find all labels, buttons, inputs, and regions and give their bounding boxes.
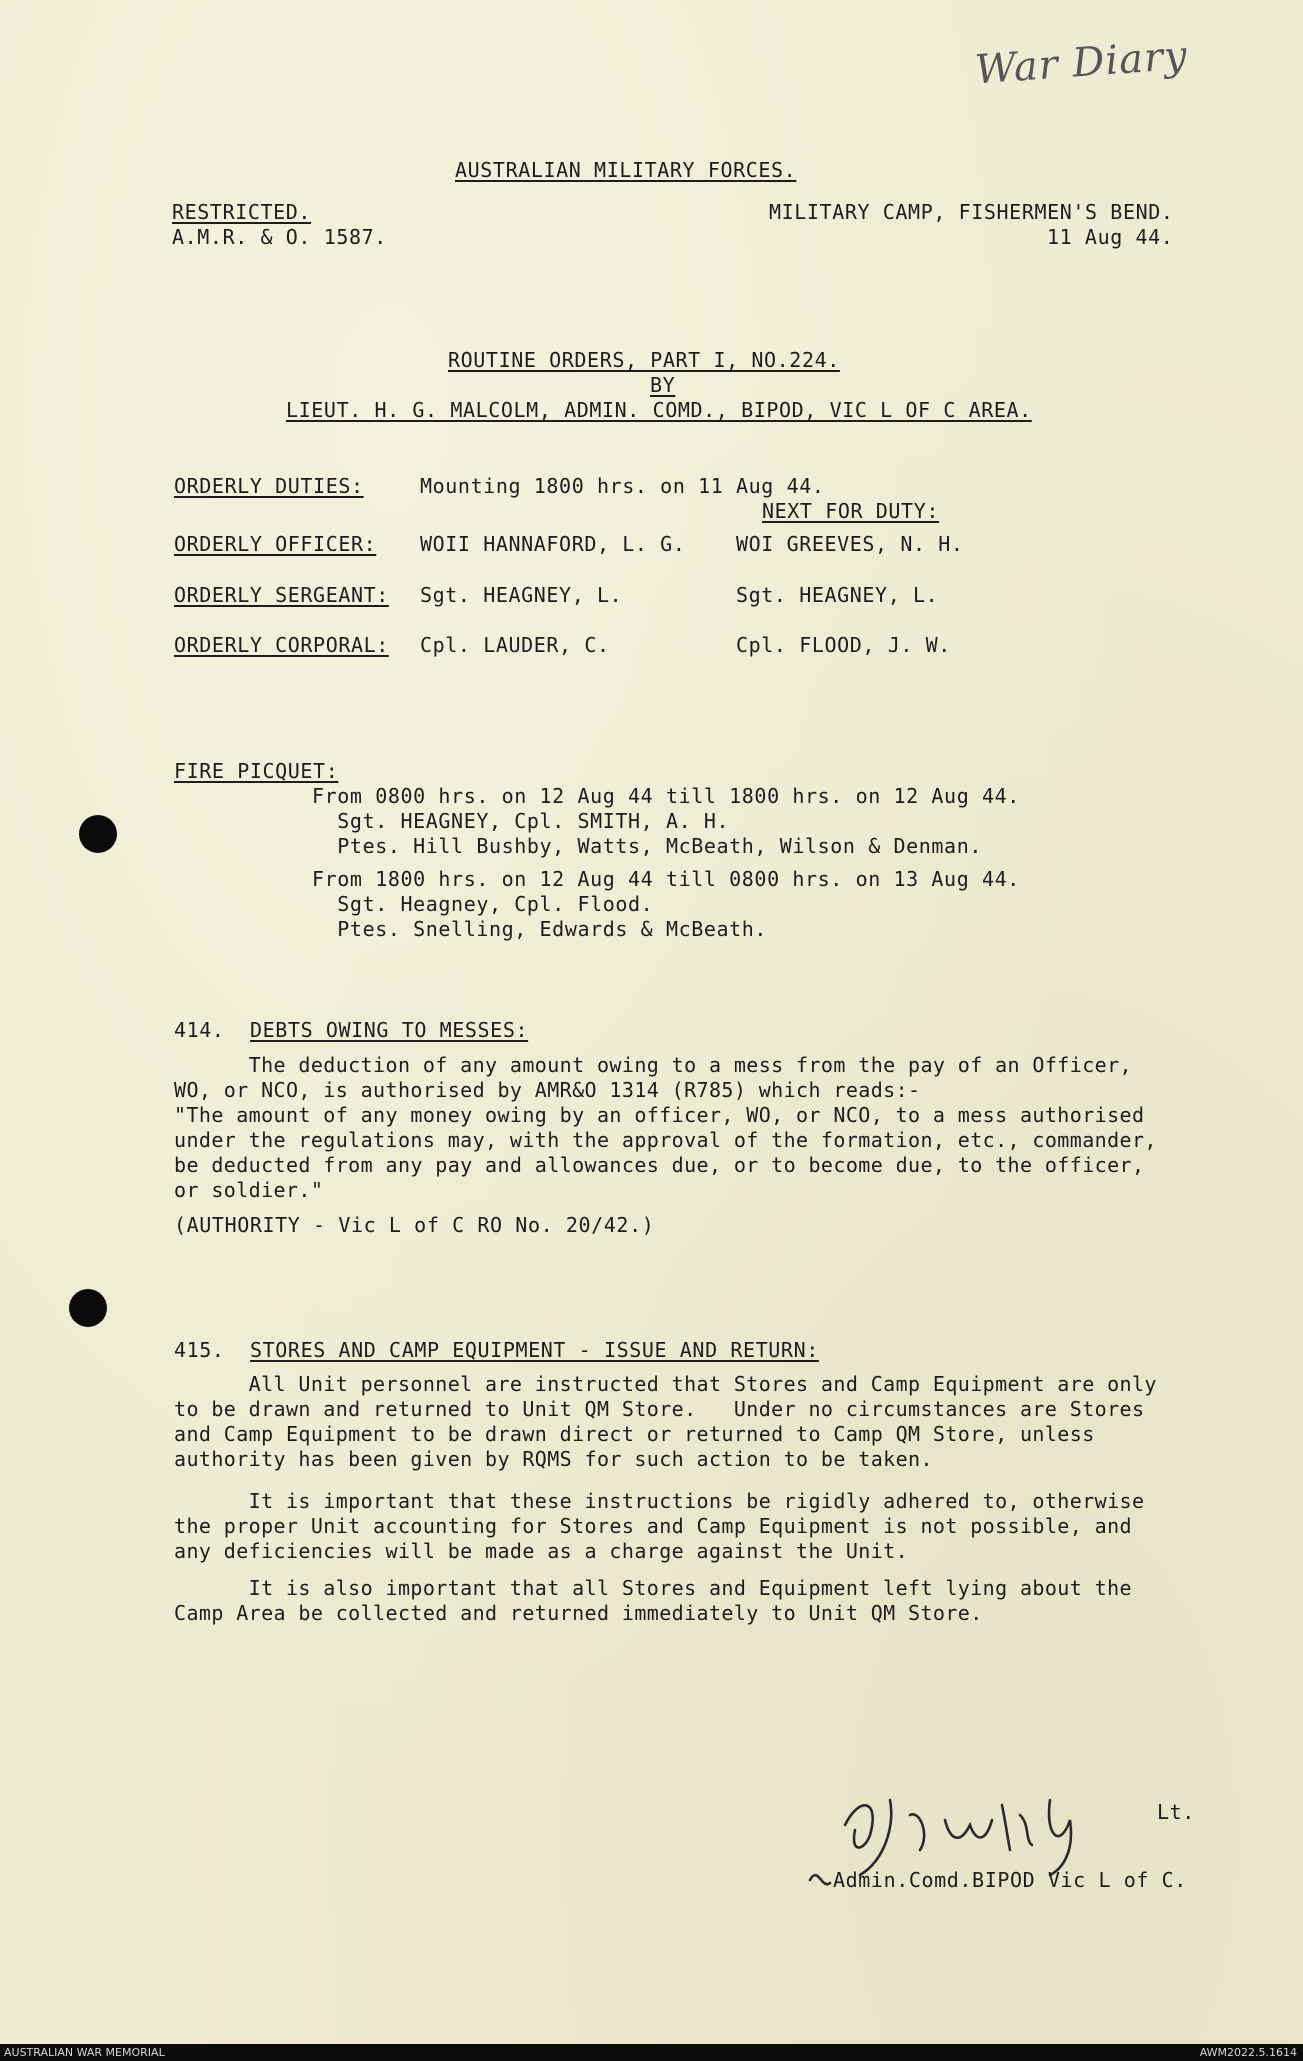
text-line: Camp Area be collected and returned immediately to Unit QM Store. xyxy=(174,1601,983,1625)
section-414-authority: (AUTHORITY - Vic L of C RO No. 20/42.) xyxy=(174,1213,655,1237)
orderly-current: Cpl. LAUDER, C. xyxy=(420,633,610,657)
next-for-duty-heading: NEXT FOR DUTY: xyxy=(762,499,939,523)
text-line: be deducted from any pay and allowances due, or to become due, to the officer, xyxy=(174,1153,1145,1177)
text-line: the proper Unit accounting for Stores and Camp Equipment is not possible, and xyxy=(174,1514,1132,1538)
fire-picquet-heading: FIRE PICQUET: xyxy=(174,759,339,783)
text-line: under the regulations may, with the approval of the formation, etc., commander, xyxy=(174,1128,1157,1152)
text-line: authority has been given by RQMS for such action to be taken. xyxy=(174,1447,933,1471)
classification: RESTRICTED. xyxy=(172,200,312,224)
orders-by: BY xyxy=(650,373,676,397)
signature-title: Admin.Comd.BIPOD Vic L of C. xyxy=(833,1868,1187,1892)
text-line: "The amount of any money owing by an officer, WO, or NCO, to a mess authorised xyxy=(174,1103,1145,1127)
reference: A.M.R. & O. 1587. xyxy=(172,225,387,249)
text-line: All Unit personnel are instructed that Stores and Camp Equipment are only xyxy=(174,1372,1157,1396)
orderly-role: ORDERLY OFFICER: xyxy=(174,532,377,556)
fire-picquet-line: From 0800 hrs. on 12 Aug 44 till 1800 hrs. on 12 Aug 44. xyxy=(312,784,1020,808)
orderly-role: ORDERLY SERGEANT: xyxy=(174,583,389,607)
fire-picquet-line: Ptes. Hill Bushby, Watts, McBeath, Wilson & Denman. xyxy=(312,834,982,858)
text-line: any deficiencies will be made as a charge against the Unit. xyxy=(174,1539,909,1563)
fire-picquet-line: From 1800 hrs. on 12 Aug 44 till 0800 hrs. on 13 Aug 44. xyxy=(312,867,1020,891)
date: 11 Aug 44. xyxy=(1047,225,1174,249)
text-line: to be drawn and returned to Unit QM Store. Under no circumstances are Stores xyxy=(174,1397,1145,1421)
text-line: It is also important that all Stores and Equipment left lying about the xyxy=(174,1576,1132,1600)
orderly-next: Cpl. FLOOD, J. W. xyxy=(736,633,951,657)
orderly-next: Sgt. HEAGNEY, L. xyxy=(736,583,939,607)
fire-picquet-line: Ptes. Snelling, Edwards & McBeath. xyxy=(312,917,768,941)
text-line: and Camp Equipment to be drawn direct or returned to Camp QM Store, unless xyxy=(174,1422,1095,1446)
footer-right: AWM2022.5.1614 xyxy=(1199,2046,1297,2059)
section-415-paragraph xyxy=(174,1372,1157,1472)
section-414-body xyxy=(174,1053,1157,1203)
section-415-paragraph xyxy=(174,1576,1132,1626)
footer-left: AUSTRALIAN WAR MEMORIAL xyxy=(4,2046,165,2059)
text-line: WO, or NCO, is authorised by AMR&O 1314 (R785) which reads:- xyxy=(174,1078,921,1102)
text-line: It is important that these instructions be rigidly adhered to, otherwise xyxy=(174,1489,1145,1513)
orderly-current: WOII HANNAFORD, L. G. xyxy=(420,532,686,556)
punch-hole xyxy=(79,815,117,853)
fire-picquet-line: Sgt. Heagney, Cpl. Flood. xyxy=(312,892,654,916)
orderly-next: WOI GREEVES, N. H. xyxy=(736,532,964,556)
signature-rank: Lt. xyxy=(1157,1800,1195,1824)
section-415-heading: STORES AND CAMP EQUIPMENT - ISSUE AND RETURN: xyxy=(250,1338,819,1362)
section-414-number: 414. xyxy=(174,1018,225,1042)
orderly-current: Sgt. HEAGNEY, L. xyxy=(420,583,623,607)
orders-issuer: LIEUT. H. G. MALCOLM, ADMIN. COMD., BIPOD, VIC L OF C AREA. xyxy=(286,398,1032,422)
fire-picquet-line: Sgt. HEAGNEY, Cpl. SMITH, A. H. xyxy=(312,809,730,833)
orderly-role: ORDERLY CORPORAL: xyxy=(174,633,389,657)
orders-title: ROUTINE ORDERS, PART I, NO.224. xyxy=(448,348,840,372)
location: MILITARY CAMP, FISHERMEN'S BEND. xyxy=(769,200,1174,224)
handwritten-note: War Diary xyxy=(973,32,1190,94)
text-line: or soldier." xyxy=(174,1178,324,1202)
punch-hole xyxy=(69,1289,107,1327)
orderly-duties-label: ORDERLY DUTIES: xyxy=(174,474,364,498)
archive-footer xyxy=(0,2044,1303,2061)
section-415-paragraph xyxy=(174,1489,1144,1564)
text-line: The deduction of any amount owing to a mess from the pay of an Officer, xyxy=(174,1053,1132,1077)
document-title: AUSTRALIAN MILITARY FORCES. xyxy=(455,158,797,182)
section-415-number: 415. xyxy=(174,1338,225,1362)
section-414-heading: DEBTS OWING TO MESSES: xyxy=(250,1018,529,1042)
mounting-time: Mounting 1800 hrs. on 11 Aug 44. xyxy=(420,474,825,498)
